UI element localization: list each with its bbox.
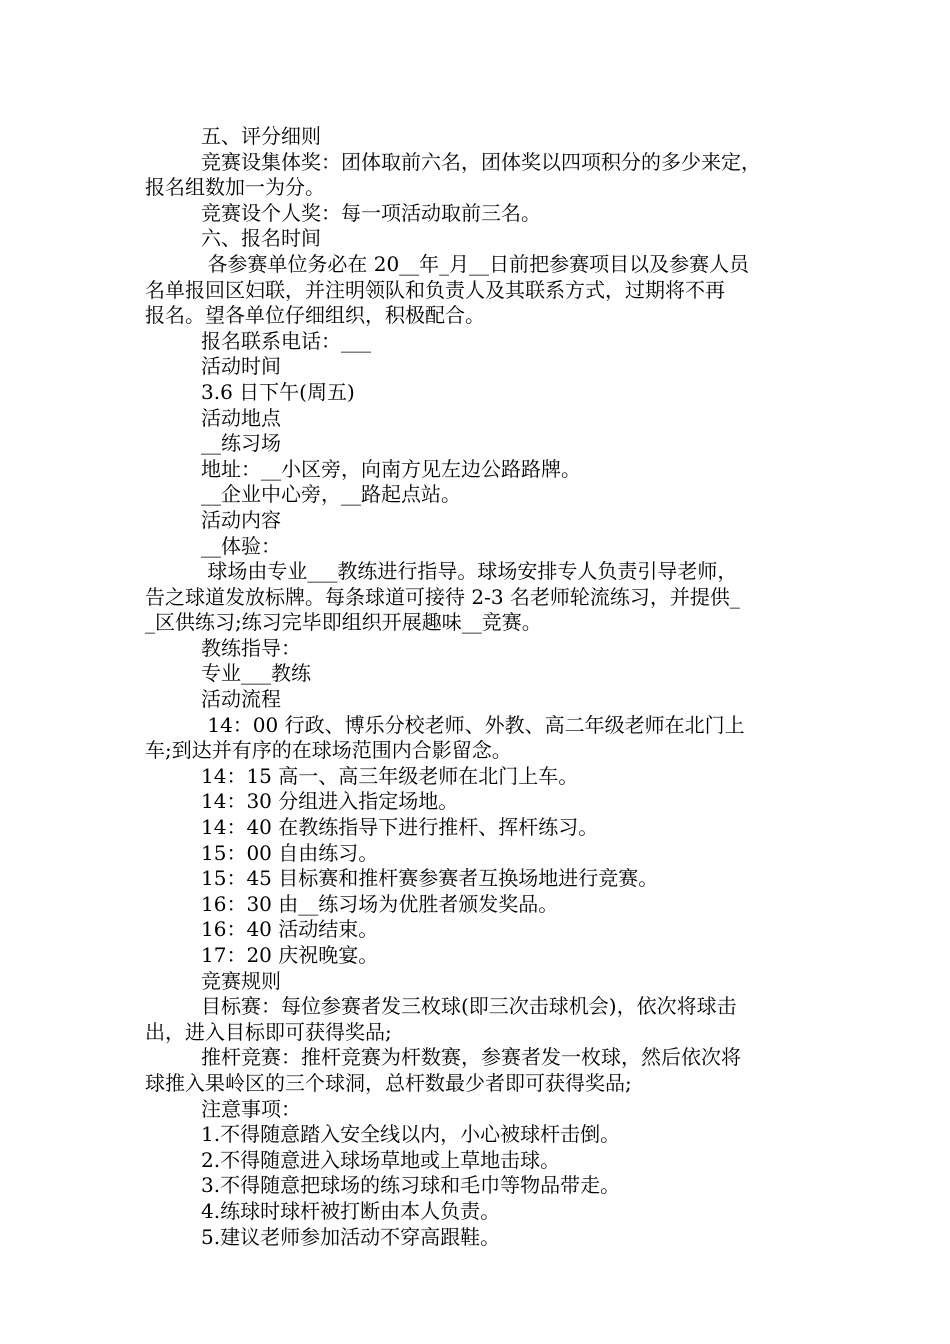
text-line: 活动时间 — [201, 354, 281, 379]
text-line: 名单报回区妇联，并注明领队和负责人及其联系方式，过期将不再 — [145, 277, 725, 302]
text-line: 竞赛设集体奖：团体取前六名，团体奖以四项积分的多少来定， — [201, 149, 761, 174]
text-line: 球场由专业___教练进行指导。球场安排专人负责引导老师， — [201, 559, 738, 584]
text-line: __练习场 — [201, 431, 281, 456]
text-line: 14：40 在教练指导下进行推杆、挥杆练习。 — [201, 815, 599, 840]
text-line: 告之球道发放标牌。每条球道可接待 2-3 名老师轮流练习，并提供_ — [145, 584, 740, 609]
text-line: __企业中心旁，__路起点站。 — [201, 482, 461, 507]
text-line: 目标赛：每位参赛者发三枚球(即三次击球机会)，依次将球击 — [201, 994, 737, 1019]
text-line: 16：40 活动结束。 — [201, 917, 379, 942]
text-line: 推杆竞赛：推杆竞赛为杆数赛，参赛者发一枚球，然后依次将 — [201, 1045, 741, 1070]
text-line: 报名组数加一为分。 — [145, 175, 325, 200]
text-line: 报名。望各单位仔细组织，积极配合。 — [145, 303, 485, 328]
text-line: 15：45 目标赛和推杆赛参赛者互换场地进行竞赛。 — [201, 866, 659, 891]
text-line: 活动地点 — [201, 405, 281, 430]
text-line: 活动内容 — [201, 507, 281, 532]
text-line: 球推入果岭区的三个球洞，总杆数最少者即可获得奖品; — [145, 1070, 632, 1095]
text-line: 3.不得随意把球场的练习球和毛巾等物品带走。 — [201, 1173, 621, 1198]
text-line: 出，进入目标即可获得奖品; — [145, 1019, 392, 1044]
text-line: 2.不得随意进入球场草地或上草地击球。 — [201, 1147, 561, 1172]
text-line: 16：30 由__练习场为优胜者颁发奖品。 — [201, 891, 559, 916]
text-line: 五、评分细则 — [201, 124, 321, 148]
text-line: 14：00 行政、博乐分校老师、外教、高二年级老师在北门上 — [201, 712, 745, 737]
text-line: 3.6 日下午(周五) — [201, 379, 355, 404]
text-line: 15：00 自由练习。 — [201, 840, 379, 865]
text-line: 注意事项： — [201, 1096, 301, 1121]
text-line: 17：20 庆祝晚宴。 — [201, 943, 379, 967]
text-line: 报名联系电话：___ — [201, 328, 371, 353]
text-line: 14：15 高一、高三年级老师在北门上车。 — [201, 763, 579, 788]
document-body — [145, 124, 810, 1250]
text-line: 4.练球时球杆被打断由本人负责。 — [201, 1198, 501, 1223]
text-line: 六、报名时间 — [201, 226, 321, 251]
text-line: __体验： — [201, 533, 281, 558]
text-line: 专业___教练 — [201, 661, 311, 686]
text-line: 1.不得随意踏入安全线以内，小心被球杆击倒。 — [201, 1122, 621, 1147]
text-line: 竞赛规则 — [201, 968, 281, 993]
text-line: 14：30 分组进入指定场地。 — [201, 789, 459, 814]
text-line: 各参赛单位务必在 20__年_月__日前把参赛项目以及参赛人员 — [201, 251, 750, 276]
text-line: 5.建议老师参加活动不穿高跟鞋。 — [201, 1224, 501, 1249]
text-line: 活动流程 — [201, 687, 281, 712]
text-line: _区供练习;练习完毕即组织开展趣味__竞赛。 — [145, 610, 542, 635]
text-line: 车;到达并有序的在球场范围内合影留念。 — [145, 738, 512, 763]
text-line: 地址：__小区旁，向南方见左边公路路牌。 — [201, 456, 581, 481]
text-line: 竞赛设个人奖：每一项活动取前三名。 — [201, 200, 541, 225]
text-line: 教练指导： — [201, 635, 301, 660]
